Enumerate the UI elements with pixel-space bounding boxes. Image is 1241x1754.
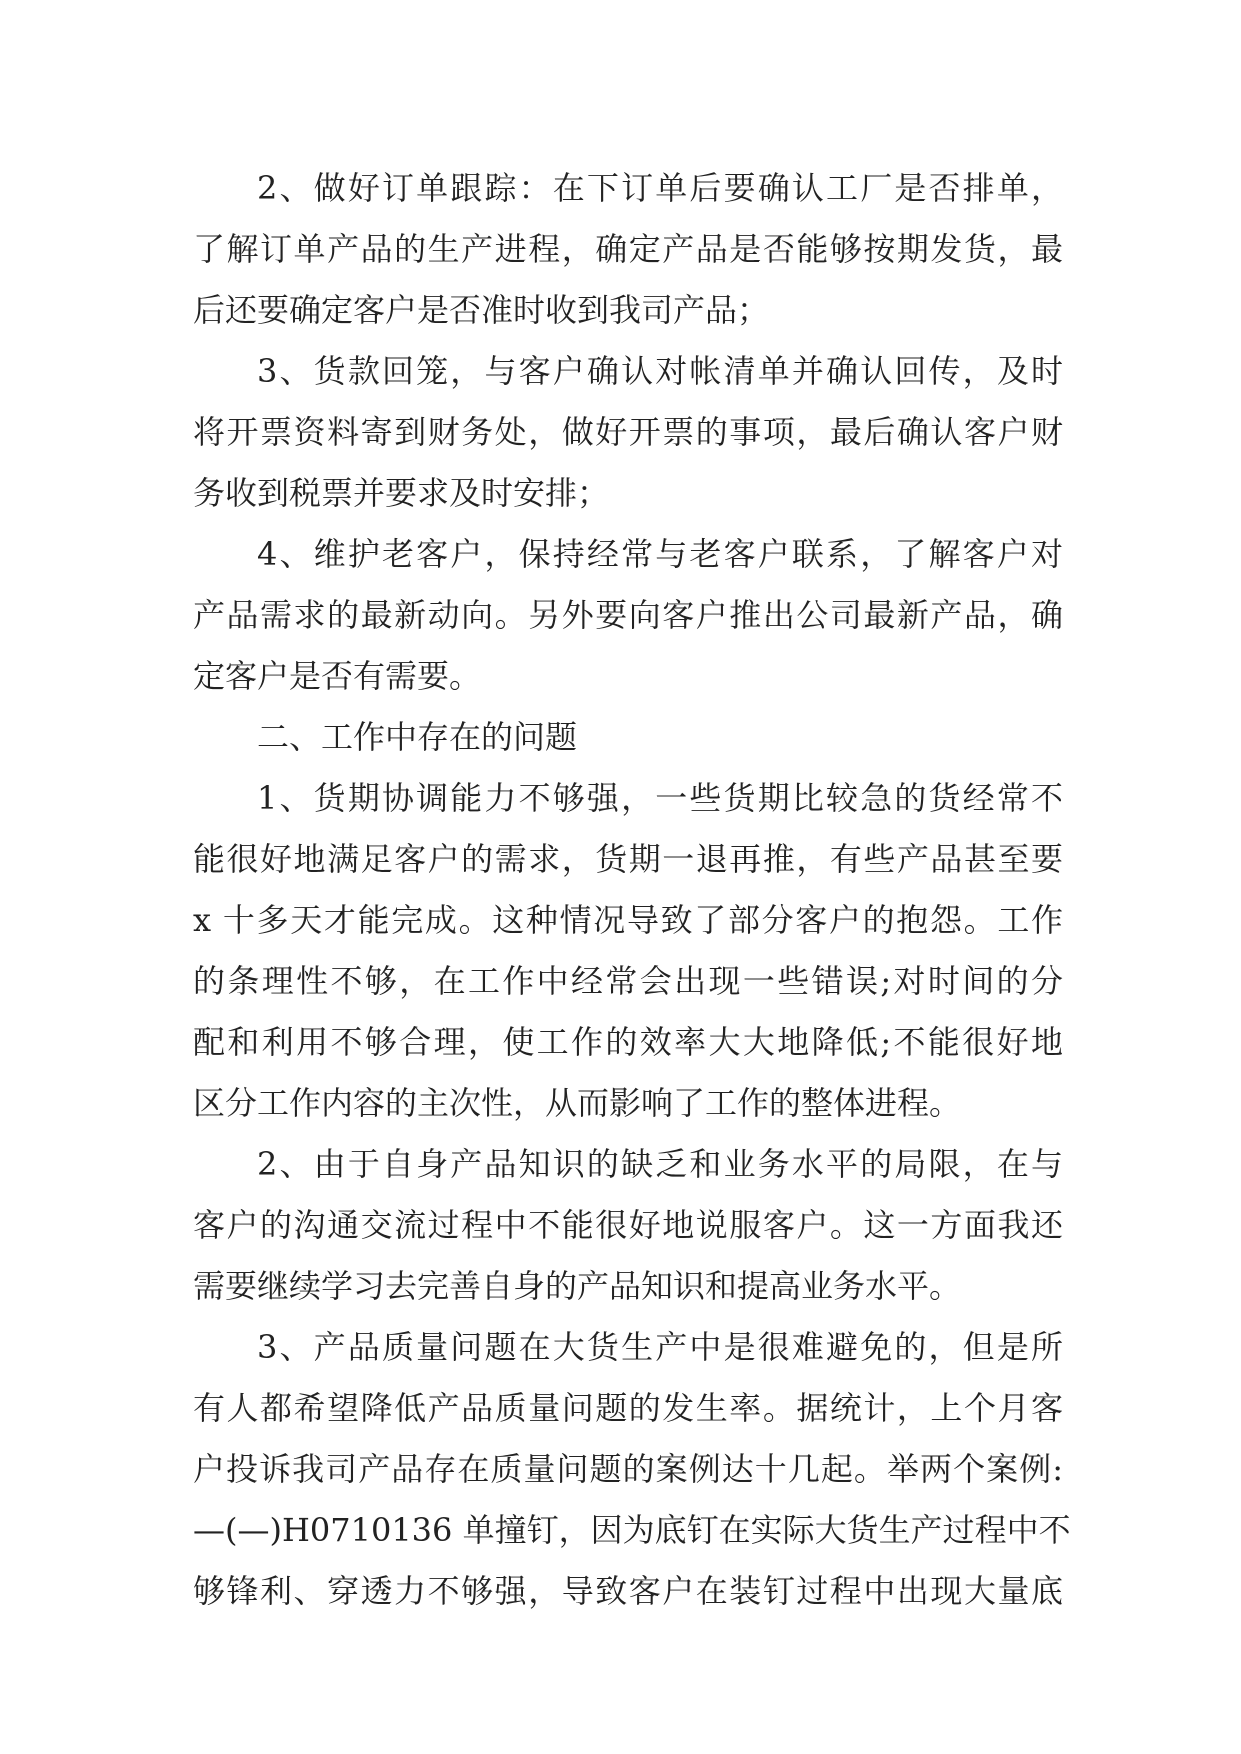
paragraph-line: 区分工作内容的主次性，从而影响了工作的整体进程。: [193, 1084, 962, 1122]
paragraph-line: 的条理性不够，在工作中经常会出现一些错误;对时间的分: [193, 962, 1063, 1000]
paragraph-line: 3、货款回笼，与客户确认对帐清单并确认回传，及时: [257, 352, 1063, 390]
paragraph-line: 够锋利、穿透力不够强，导致客户在装钉过程中出现大量底: [193, 1572, 1063, 1610]
paragraph-line: 产品需求的最新动向。另外要向客户推出公司最新产品，确: [193, 596, 1063, 634]
paragraph-line: 有人都希望降低产品质量问题的发生率。据统计，上个月客: [193, 1389, 1063, 1427]
paragraph-line: 配和利用不够合理，使工作的效率大大地降低;不能很好地: [193, 1023, 1063, 1061]
paragraph-line: 2、由于自身产品知识的缺乏和业务水平的局限，在与: [257, 1145, 1063, 1183]
paragraph-line: 务收到税票并要求及时安排；: [193, 474, 610, 512]
paragraph-line: 了解订单产品的生产进程，确定产品是否能够按期发货，最: [193, 230, 1063, 268]
paragraph-line: 客户的沟通交流过程中不能很好地说服客户。这一方面我还: [193, 1206, 1063, 1244]
paragraph-line: —(—)H0710136 单撞钉，因为底钉在实际大货生产过程中不: [193, 1511, 1071, 1549]
paragraph-line: 定客户是否有需要。: [193, 657, 482, 695]
paragraph-line: x 十多天才能完成。这种情况导致了部分客户的抱怨。工作: [193, 901, 1063, 939]
paragraph-line: 2、做好订单跟踪：在下订单后要确认工厂是否排单，: [257, 169, 1063, 207]
paragraph-line: 将开票资料寄到财务处，做好开票的事项，最后确认客户财: [193, 413, 1063, 451]
section-heading: 二、工作中存在的问题: [257, 718, 578, 756]
paragraph-line: 能很好地满足客户的需求，货期一退再推，有些产品甚至要: [193, 840, 1063, 878]
paragraph-line: 4、维护老客户，保持经常与老客户联系，了解客户对: [257, 535, 1063, 573]
document-body: [193, 158, 1071, 1622]
paragraph-line: 1、货期协调能力不够强，一些货期比较急的货经常不: [257, 779, 1063, 817]
paragraph-line: 需要继续学习去完善自身的产品知识和提高业务水平。: [193, 1267, 962, 1305]
paragraph-line: 3、产品质量问题在大货生产中是很难避免的，但是所: [257, 1328, 1063, 1366]
paragraph-line: 户投诉我司产品存在质量问题的案例达十几起。举两个案例:: [193, 1450, 1063, 1488]
paragraph-line: 后还要确定客户是否准时收到我司产品；: [193, 291, 770, 329]
